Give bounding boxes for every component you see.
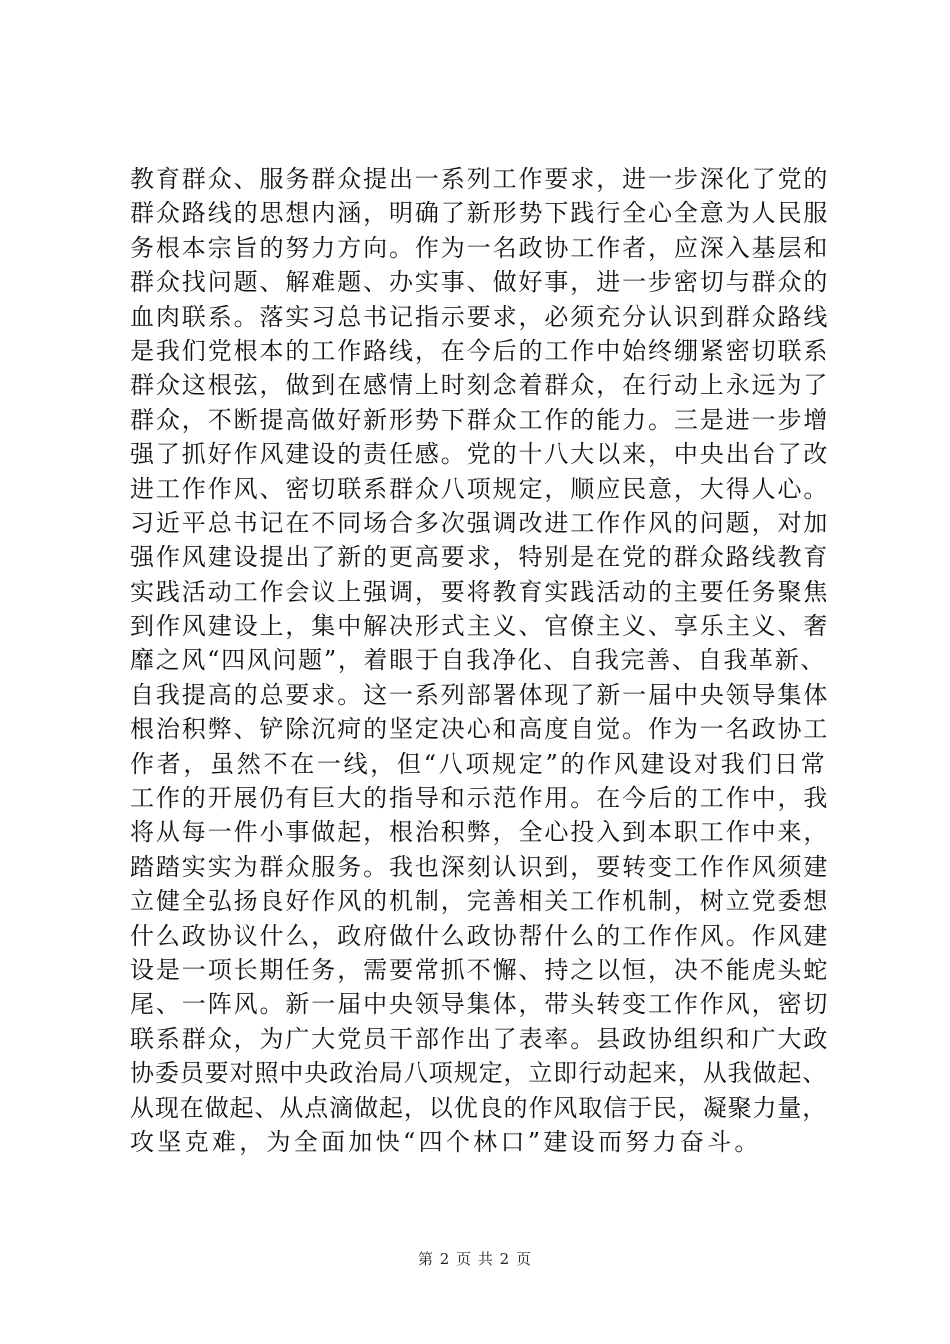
page-footer: 第 2 页 共 2 页 [418, 1250, 532, 1268]
text-line: 什么政协议什么，政府做什么政协帮什么的工作作风。作风建 [130, 921, 830, 950]
text-line: 是我们党根本的工作路线，在今后的工作中始终绷紧密切联系 [130, 336, 830, 365]
text-line: 群众找问题、解难题、办实事、做好事，进一步密切与群众的 [130, 268, 830, 297]
text-line: 群众这根弦，做到在感情上时刻念着群众，在行动上永远为了 [130, 371, 830, 400]
text-line: 务根本宗旨的努力方向。作为一名政协工作者，应深入基层和 [130, 233, 830, 262]
text-line: 设是一项长期任务，需要常抓不懈、持之以恒，决不能虎头蛇 [130, 955, 830, 984]
text-line: 靡之风“四风问题”，着眼于自我净化、自我完善、自我革新、 [130, 646, 827, 675]
text-line: 联系群众，为广大党员干部作出了表率。县政协组织和广大政 [130, 1024, 830, 1053]
text-line: 到作风建设上，集中解决形式主义、官僚主义、享乐主义、奢 [130, 612, 830, 641]
text-line: 踏踏实实为群众服务。我也深刻认识到，要转变工作作风须建 [130, 852, 830, 881]
text-line: 血肉联系。落实习总书记指示要求，必须充分认识到群众路线 [130, 302, 830, 331]
text-line: 尾、一阵风。新一届中央领导集体，带头转变工作作风，密切 [130, 990, 830, 1019]
text-line: 作者，虽然不在一线，但“八项规定”的作风建设对我们日常 [130, 749, 828, 778]
text-line: 进工作作风、密切联系群众八项规定，顺应民意，大得人心。 [130, 474, 830, 503]
text-line: 群众路线的思想内涵，明确了新形势下践行全心全意为人民服 [130, 199, 830, 228]
text-line: 攻坚克难，为全面加快“四个林口”建设而努力奋斗。 [130, 1127, 762, 1156]
text-line: 教育群众、服务群众提出一系列工作要求，进一步深化了党的 [130, 165, 830, 193]
text-line: 将从每一件小事做起，根治积弊，全心投入到本职工作中来， [130, 818, 830, 847]
text-line: 群众，不断提高做好新形势下群众工作的能力。三是进一步增 [130, 405, 830, 434]
text-line: 工作的开展仍有巨大的指导和示范作用。在今后的工作中，我 [130, 784, 830, 813]
body-paragraph [130, 162, 830, 1159]
text-line: 习近平总书记在不同场合多次强调改进工作作风的问题，对加 [130, 508, 830, 537]
text-line: 自我提高的总要求。这一系列部署体现了新一届中央领导集体 [130, 680, 830, 709]
text-line: 立健全弘扬良好作风的机制，完善相关工作机制，树立党委想 [130, 887, 830, 916]
text-line: 协委员要对照中央政治局八项规定，立即行动起来，从我做起、 [130, 1059, 828, 1088]
text-line: 强了抓好作风建设的责任感。党的十八大以来，中央出台了改 [130, 440, 830, 469]
text-line: 从现在做起、从点滴做起，以优良的作风取信于民，凝聚力量， [130, 1093, 828, 1122]
text-line: 强作风建设提出了新的更高要求，特别是在党的群众路线教育 [130, 543, 830, 572]
text-line: 实践活动工作会议上强调，要将教育实践活动的主要任务聚焦 [130, 577, 830, 606]
text-line: 根治积弊、铲除沉疴的坚定决心和高度自觉。作为一名政协工 [130, 715, 830, 744]
